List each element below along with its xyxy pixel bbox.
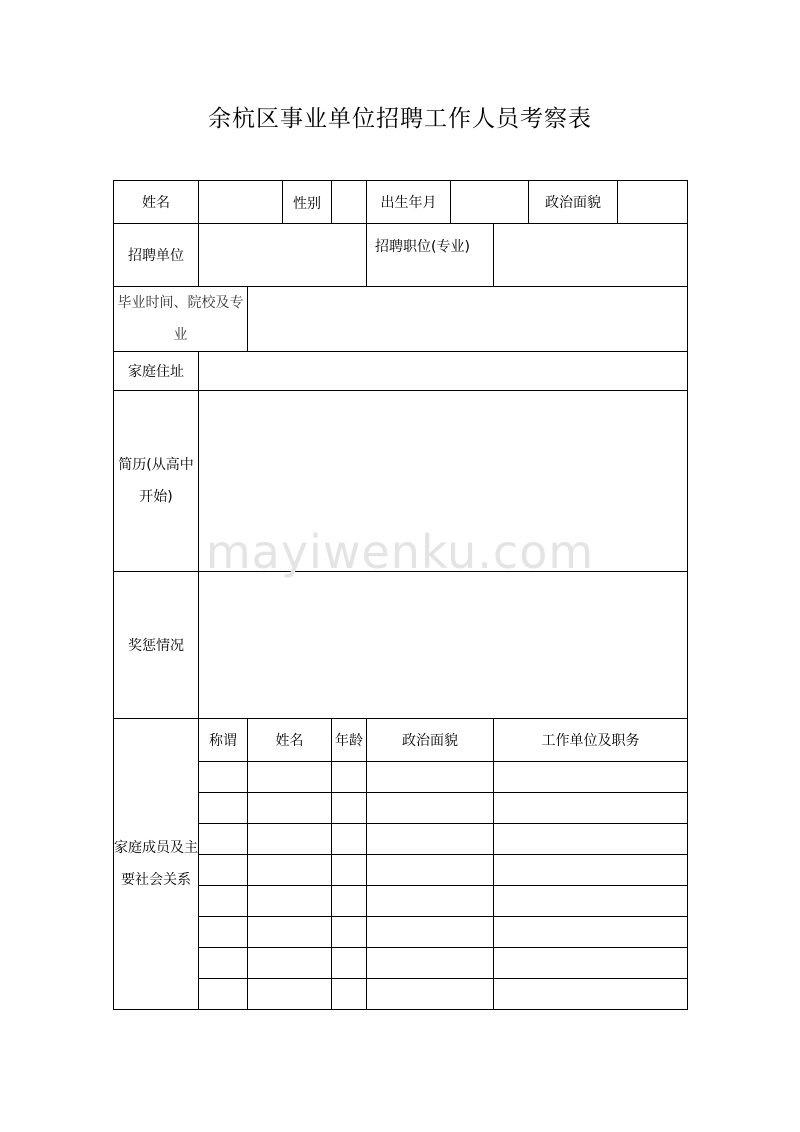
family-header-political: 政治面貌	[367, 719, 494, 762]
family-label: 家庭成员及主要社会关系	[114, 719, 199, 1010]
family-age-cell[interactable]	[332, 855, 367, 886]
family-political-cell[interactable]	[367, 793, 494, 824]
resume-field[interactable]	[199, 391, 688, 572]
family-header-relation: 称谓	[199, 719, 248, 762]
family-header-row	[114, 719, 688, 762]
family-work-cell[interactable]	[494, 824, 688, 855]
family-work-cell[interactable]	[494, 948, 688, 979]
name-field[interactable]	[199, 181, 283, 224]
unit-label: 招聘单位	[114, 224, 199, 287]
graduation-label: 毕业时间、院校及专业	[114, 287, 248, 352]
family-name-cell[interactable]	[248, 824, 332, 855]
family-political-cell[interactable]	[367, 762, 494, 793]
family-age-cell[interactable]	[332, 762, 367, 793]
graduation-row	[114, 287, 688, 352]
family-age-cell[interactable]	[332, 979, 367, 1010]
name-label: 姓名	[114, 181, 199, 224]
family-name-cell[interactable]	[248, 917, 332, 948]
family-relation-cell[interactable]	[199, 793, 248, 824]
family-political-cell[interactable]	[367, 824, 494, 855]
address-field[interactable]	[199, 352, 688, 391]
family-political-cell[interactable]	[367, 855, 494, 886]
family-row	[114, 762, 688, 793]
family-row	[114, 824, 688, 855]
family-political-cell[interactable]	[367, 979, 494, 1010]
political-label: 政治面貌	[529, 181, 618, 224]
family-work-cell[interactable]	[494, 886, 688, 917]
address-label: 家庭住址	[114, 352, 199, 391]
birth-label: 出生年月	[367, 181, 451, 224]
family-work-cell[interactable]	[494, 917, 688, 948]
family-age-cell[interactable]	[332, 917, 367, 948]
position-label: 招聘职位(专业)	[367, 224, 494, 287]
family-relation-cell[interactable]	[199, 762, 248, 793]
family-age-cell[interactable]	[332, 886, 367, 917]
family-row	[114, 979, 688, 1010]
family-name-cell[interactable]	[248, 855, 332, 886]
family-header-work: 工作单位及职务	[494, 719, 688, 762]
family-work-cell[interactable]	[494, 979, 688, 1010]
unit-field[interactable]	[199, 224, 367, 287]
political-field[interactable]	[618, 181, 688, 224]
gender-label: 性别	[283, 181, 332, 224]
position-field[interactable]	[494, 224, 688, 287]
gender-field[interactable]	[332, 181, 367, 224]
basic-info-row	[114, 181, 688, 224]
family-header-age: 年龄	[332, 719, 367, 762]
family-row	[114, 886, 688, 917]
family-relation-cell[interactable]	[199, 886, 248, 917]
recruit-row	[114, 224, 688, 287]
graduation-field[interactable]	[248, 287, 688, 352]
family-age-cell[interactable]	[332, 793, 367, 824]
birth-field[interactable]	[451, 181, 529, 224]
rewards-label: 奖惩情况	[114, 572, 199, 719]
family-name-cell[interactable]	[248, 979, 332, 1010]
family-name-cell[interactable]	[248, 948, 332, 979]
family-political-cell[interactable]	[367, 948, 494, 979]
family-relation-cell[interactable]	[199, 979, 248, 1010]
rewards-row	[114, 572, 688, 719]
resume-row	[114, 391, 688, 572]
family-work-cell[interactable]	[494, 762, 688, 793]
family-relation-cell[interactable]	[199, 855, 248, 886]
family-row	[114, 917, 688, 948]
family-relation-cell[interactable]	[199, 917, 248, 948]
family-relation-cell[interactable]	[199, 948, 248, 979]
rewards-field[interactable]	[199, 572, 688, 719]
family-name-cell[interactable]	[248, 762, 332, 793]
resume-label: 简历(从高中开始)	[114, 391, 199, 572]
page-title: 余杭区事业单位招聘工作人员考察表	[208, 106, 592, 132]
family-work-cell[interactable]	[494, 793, 688, 824]
family-name-cell[interactable]	[248, 793, 332, 824]
family-age-cell[interactable]	[332, 948, 367, 979]
family-work-cell[interactable]	[494, 855, 688, 886]
family-row	[114, 948, 688, 979]
family-relation-cell[interactable]	[199, 824, 248, 855]
watermark: mayiwenku.com	[205, 525, 595, 579]
family-row	[114, 855, 688, 886]
family-political-cell[interactable]	[367, 917, 494, 948]
address-row	[114, 352, 688, 391]
family-political-cell[interactable]	[367, 886, 494, 917]
assessment-form-table	[113, 180, 688, 1010]
family-name-cell[interactable]	[248, 886, 332, 917]
family-row	[114, 793, 688, 824]
family-header-name: 姓名	[248, 719, 332, 762]
family-age-cell[interactable]	[332, 824, 367, 855]
